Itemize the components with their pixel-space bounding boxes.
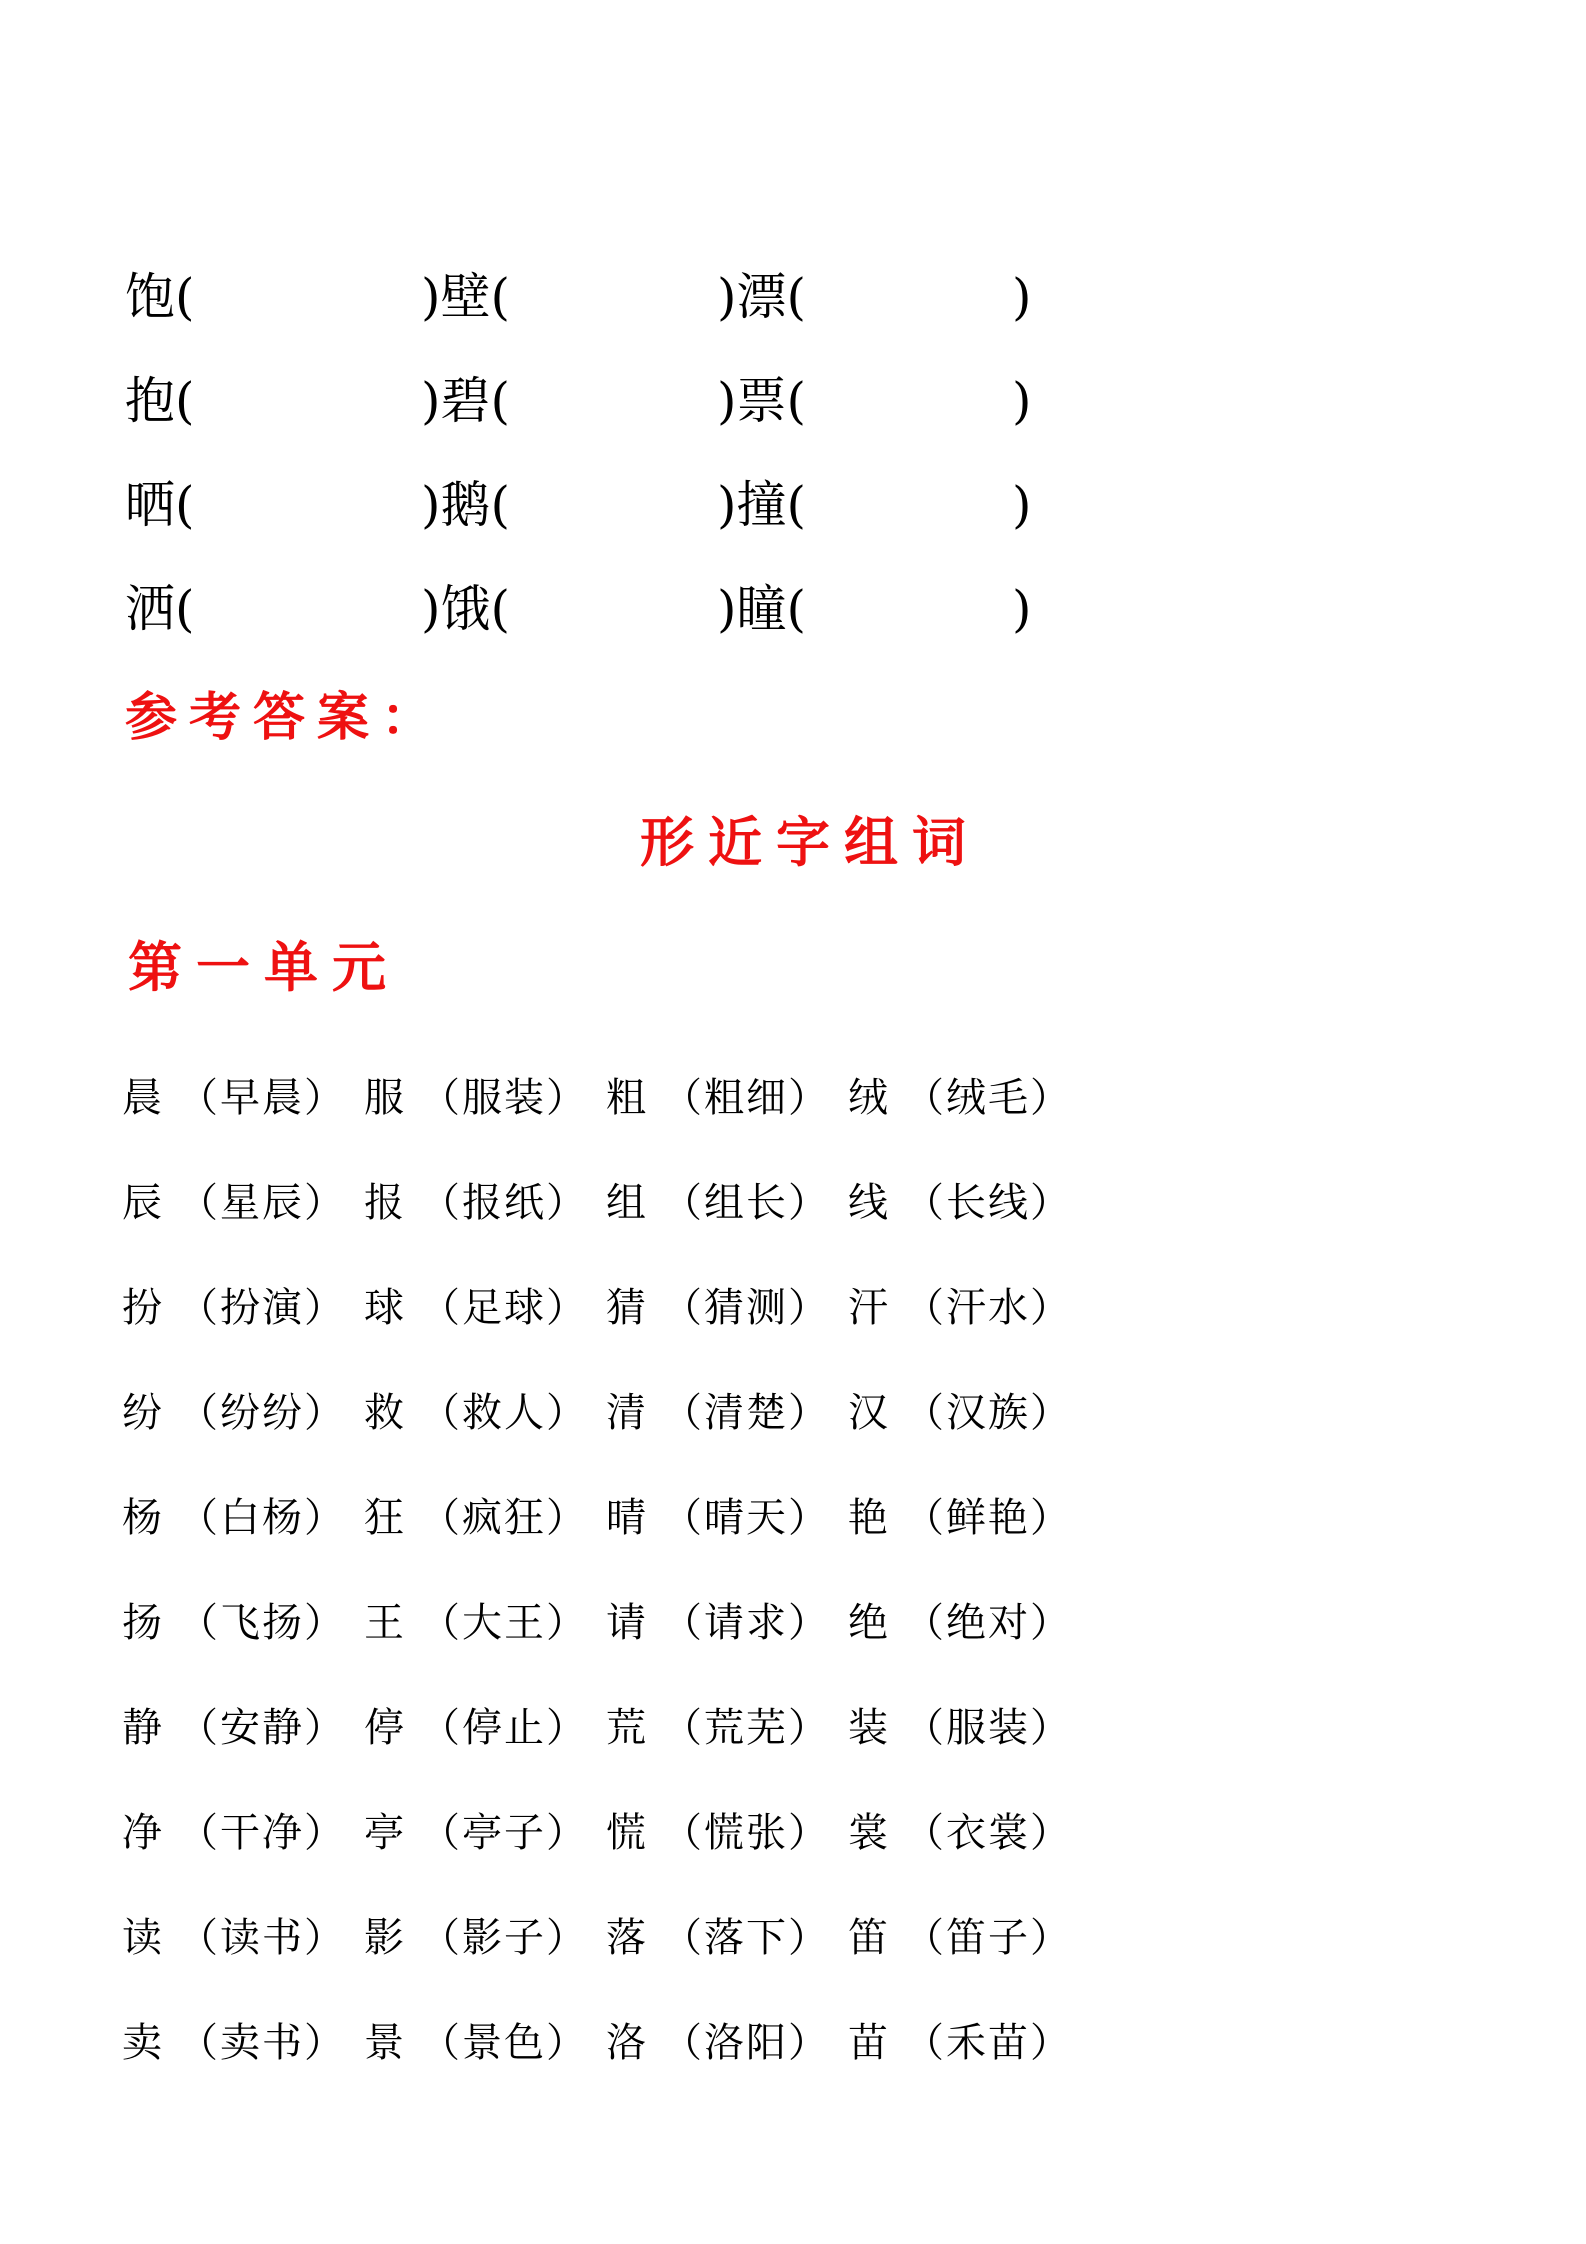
open-paren: (: [175, 580, 195, 638]
compound-word: （服装）: [904, 1704, 1072, 1751]
practice-char: 碧: [440, 372, 491, 430]
word-pair: [122, 1914, 364, 1961]
practice-row: [125, 245, 1032, 349]
open-paren: (: [175, 372, 195, 430]
compound-word: （笛子）: [904, 1914, 1072, 1961]
compound-word: （汉族）: [904, 1389, 1072, 1436]
word-pair: [364, 1809, 606, 1856]
base-char: 绝: [848, 1599, 888, 1646]
compound-word: （长线）: [904, 1179, 1072, 1226]
word-pair: [606, 1389, 848, 1436]
word-pair: [122, 1179, 364, 1226]
base-char: 笛: [848, 1914, 888, 1961]
base-char: 汉: [848, 1389, 888, 1436]
compound-word: （晴天）: [662, 1494, 830, 1541]
base-char: 艳: [848, 1494, 888, 1541]
open-paren: (: [490, 476, 511, 534]
close-paren: ): [717, 580, 737, 638]
open-paren: (: [490, 372, 511, 430]
base-char: 服: [364, 1074, 404, 1121]
practice-item: [717, 268, 1032, 326]
base-char: 清: [606, 1389, 646, 1436]
answer-row: [122, 1045, 1090, 1150]
base-char: 扬: [122, 1599, 162, 1646]
word-pair: [848, 1179, 1090, 1226]
practice-row: [125, 349, 1032, 453]
compound-word: （绒毛）: [904, 1074, 1072, 1121]
base-char: 落: [606, 1914, 646, 1961]
open-paren: (: [490, 580, 511, 638]
open-paren: (: [490, 268, 511, 326]
unit-title: 第一单元: [128, 935, 400, 999]
word-pair: [606, 1914, 848, 1961]
open-paren: (: [175, 476, 195, 534]
word-pair: [364, 1389, 606, 1436]
compound-word: （疯狂）: [420, 1494, 588, 1541]
answer-key-label: 参考答案：: [125, 687, 446, 748]
practice-item: [717, 372, 1032, 430]
word-pair: [848, 1074, 1090, 1121]
word-pair: [848, 1809, 1090, 1856]
base-char: 洛: [606, 2019, 646, 2066]
compound-word: （救人）: [420, 1389, 588, 1436]
word-pair: [606, 2019, 848, 2066]
word-pair: [364, 1284, 606, 1331]
practice-char: 鹅: [440, 476, 491, 534]
practice-char: 壁: [440, 268, 491, 326]
practice-item: [125, 580, 421, 638]
word-pair: [848, 1704, 1090, 1751]
word-pair: [606, 1284, 848, 1331]
compound-word: （请求）: [662, 1599, 830, 1646]
answer-row: [122, 1570, 1090, 1675]
compound-word: （读书）: [178, 1914, 346, 1961]
practice-char: 饿: [440, 580, 491, 638]
practice-item: [421, 372, 717, 430]
close-paren: ): [421, 580, 441, 638]
base-char: 线: [848, 1179, 888, 1226]
base-char: 扮: [122, 1284, 162, 1331]
close-paren: ): [1012, 372, 1032, 430]
answer-row: [122, 1885, 1090, 1990]
practice-char: 抱: [125, 372, 175, 430]
answer-row: [122, 1990, 1090, 2095]
base-char: 卖: [122, 2019, 162, 2066]
practice-item: [421, 268, 717, 326]
close-paren: ): [421, 372, 441, 430]
compound-word: （衣裳）: [904, 1809, 1072, 1856]
practice-char: 撞: [736, 476, 787, 534]
practice-item: [125, 268, 421, 326]
base-char: 苗: [848, 2019, 888, 2066]
base-char: 猜: [606, 1284, 646, 1331]
close-paren: ): [421, 476, 441, 534]
base-char: 报: [364, 1179, 404, 1226]
practice-item: [125, 476, 421, 534]
answer-list: [122, 1045, 1090, 2095]
compound-word: （慌张）: [662, 1809, 830, 1856]
compound-word: （停止）: [420, 1704, 588, 1751]
close-paren: ): [717, 268, 737, 326]
word-pair: [848, 1284, 1090, 1331]
base-char: 汗: [848, 1284, 888, 1331]
word-pair: [848, 1494, 1090, 1541]
compound-word: （落下）: [662, 1914, 830, 1961]
word-pair: [848, 1599, 1090, 1646]
close-paren: ): [1012, 580, 1032, 638]
practice-char: 洒: [125, 580, 175, 638]
open-paren: (: [786, 580, 807, 638]
base-char: 裳: [848, 1809, 888, 1856]
close-paren: ): [421, 268, 441, 326]
compound-word: （扮演）: [178, 1284, 346, 1331]
word-pair: [122, 1494, 364, 1541]
word-pair: [848, 1914, 1090, 1961]
base-char: 荒: [606, 1704, 646, 1751]
answer-row: [122, 1360, 1090, 1465]
compound-word: （纷纷）: [178, 1389, 346, 1436]
word-pair: [848, 1389, 1090, 1436]
word-pair: [122, 1599, 364, 1646]
practice-exercise: [125, 245, 1032, 661]
compound-word: （绝对）: [904, 1599, 1072, 1646]
answer-row: [122, 1465, 1090, 1570]
practice-char: 票: [736, 372, 787, 430]
open-paren: (: [786, 372, 807, 430]
open-paren: (: [175, 268, 195, 326]
practice-item: [421, 476, 717, 534]
compound-word: （洛阳）: [662, 2019, 830, 2066]
word-pair: [848, 2019, 1090, 2066]
close-paren: ): [717, 476, 737, 534]
answer-row: [122, 1780, 1090, 1885]
base-char: 晴: [606, 1494, 646, 1541]
word-pair: [364, 1914, 606, 1961]
compound-word: （干净）: [178, 1809, 346, 1856]
word-pair: [606, 1179, 848, 1226]
word-pair: [606, 1704, 848, 1751]
word-pair: [606, 1809, 848, 1856]
compound-word: （禾苗）: [904, 2019, 1072, 2066]
open-paren: (: [786, 268, 807, 326]
word-pair: [606, 1494, 848, 1541]
base-char: 辰: [122, 1179, 162, 1226]
word-pair: [122, 1389, 364, 1436]
practice-char: 瞳: [736, 580, 787, 638]
base-char: 粗: [606, 1074, 646, 1121]
compound-word: （清楚）: [662, 1389, 830, 1436]
practice-item: [125, 372, 421, 430]
compound-word: （白杨）: [178, 1494, 346, 1541]
word-pair: [364, 1179, 606, 1226]
word-pair: [364, 1074, 606, 1121]
base-char: 纷: [122, 1389, 162, 1436]
compound-word: （粗细）: [662, 1074, 830, 1121]
compound-word: （汗水）: [904, 1284, 1072, 1331]
base-char: 组: [606, 1179, 646, 1226]
base-char: 停: [364, 1704, 404, 1751]
word-pair: [122, 1074, 364, 1121]
base-char: 救: [364, 1389, 404, 1436]
practice-char: 饱: [125, 268, 175, 326]
base-char: 净: [122, 1809, 162, 1856]
word-pair: [122, 2019, 364, 2066]
base-char: 狂: [364, 1494, 404, 1541]
compound-word: （足球）: [420, 1284, 588, 1331]
compound-word: （服装）: [420, 1074, 588, 1121]
base-char: 静: [122, 1704, 162, 1751]
word-pair: [606, 1074, 848, 1121]
compound-word: （鲜艳）: [904, 1494, 1072, 1541]
close-paren: ): [1012, 476, 1032, 534]
base-char: 请: [606, 1599, 646, 1646]
practice-char: 晒: [125, 476, 175, 534]
base-char: 景: [364, 2019, 404, 2066]
compound-word: （大王）: [420, 1599, 588, 1646]
word-pair: [364, 1494, 606, 1541]
practice-item: [421, 580, 717, 638]
base-char: 球: [364, 1284, 404, 1331]
answer-row: [122, 1675, 1090, 1780]
word-pair: [606, 1599, 848, 1646]
compound-word: （报纸）: [420, 1179, 588, 1226]
word-pair: [122, 1704, 364, 1751]
base-char: 晨: [122, 1074, 162, 1121]
compound-word: （早晨）: [178, 1074, 346, 1121]
practice-row: [125, 557, 1032, 661]
practice-item: [717, 580, 1032, 638]
base-char: 装: [848, 1704, 888, 1751]
compound-word: （组长）: [662, 1179, 830, 1226]
base-char: 王: [364, 1599, 404, 1646]
open-paren: (: [786, 476, 807, 534]
practice-row: [125, 453, 1032, 557]
practice-item: [717, 476, 1032, 534]
base-char: 影: [364, 1914, 404, 1961]
answer-row: [122, 1150, 1090, 1255]
word-pair: [122, 1284, 364, 1331]
compound-word: （星辰）: [178, 1179, 346, 1226]
practice-char: 漂: [736, 268, 787, 326]
compound-word: （猜测）: [662, 1284, 830, 1331]
base-char: 绒: [848, 1074, 888, 1121]
word-pair: [364, 2019, 606, 2066]
base-char: 读: [122, 1914, 162, 1961]
compound-word: （景色）: [420, 2019, 588, 2066]
compound-word: （卖书）: [178, 2019, 346, 2066]
word-pair: [122, 1809, 364, 1856]
section-title: 形近字组词: [640, 810, 980, 874]
base-char: 亭: [364, 1809, 404, 1856]
close-paren: ): [717, 372, 737, 430]
compound-word: （荒芜）: [662, 1704, 830, 1751]
base-char: 慌: [606, 1809, 646, 1856]
compound-word: （亭子）: [420, 1809, 588, 1856]
word-pair: [364, 1704, 606, 1751]
compound-word: （影子）: [420, 1914, 588, 1961]
compound-word: （飞扬）: [178, 1599, 346, 1646]
word-pair: [364, 1599, 606, 1646]
compound-word: （安静）: [178, 1704, 346, 1751]
close-paren: ): [1012, 268, 1032, 326]
answer-row: [122, 1255, 1090, 1360]
base-char: 杨: [122, 1494, 162, 1541]
